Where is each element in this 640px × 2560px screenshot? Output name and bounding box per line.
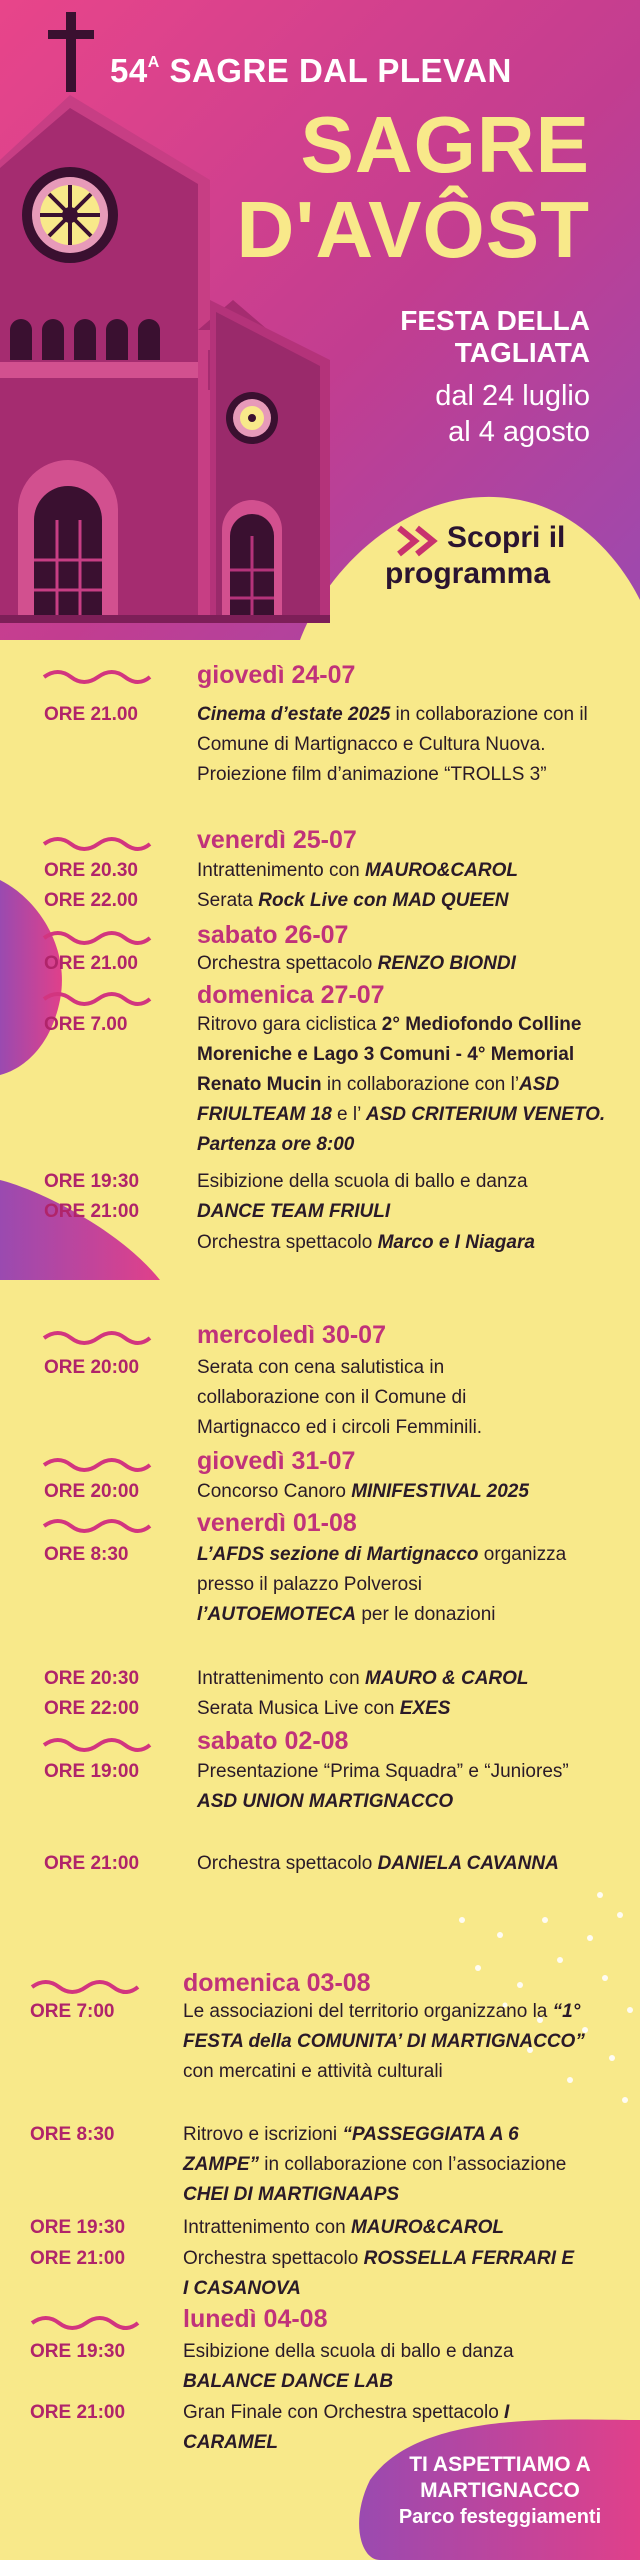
dates-line-2: al 4 agosto [448, 416, 590, 448]
event-description [197, 1477, 617, 1507]
day-heading: sabato 02-08 [197, 1727, 349, 1755]
event-text: Orchestra spettacolo [197, 1853, 378, 1874]
event-description [197, 1664, 617, 1694]
day-heading: mercoledì 30-07 [197, 1321, 386, 1349]
event-text: Intrattenimento con [197, 860, 365, 881]
wave-decoration [30, 2311, 140, 2331]
festa-line-2: TAGLIATA [454, 337, 590, 368]
event-description [197, 1694, 617, 1724]
event-time: ORE 7.00 [44, 1014, 128, 1035]
event-text: Ritrovo e iscrizioni [183, 2124, 343, 2145]
festa-line-1: FESTA DELLA [400, 305, 590, 336]
event-highlight: “PASSEGGIATA A 6 ZAMPE” [183, 2124, 519, 2175]
event-text: Ritrovo gara ciclistica [197, 1014, 382, 1035]
event-description: Esibizione della scuola di ballo e danza [197, 1171, 528, 1192]
title-line-1: SAGRE [300, 100, 590, 189]
title-line-2: D'AVÔST [236, 185, 590, 274]
edition-text: SAGRE DAL PLEVAN [169, 52, 512, 89]
event-text: organizza presso il palazzo Polverosi [197, 1544, 567, 1595]
wave-decoration [42, 987, 152, 1007]
day-heading: venerdì 01-08 [197, 1509, 357, 1537]
event-highlight: Rock Live con MAD QUEEN [258, 890, 509, 911]
event-description [183, 2337, 593, 2397]
event-time: ORE 21.00 [44, 953, 138, 974]
event-description [197, 1228, 617, 1258]
event-time: ORE 20:30 [44, 1668, 140, 1689]
event-description [197, 1849, 617, 1879]
event-text: Gran Finale con Orchestra spettacolo [183, 2402, 505, 2423]
event-text: e l’ [331, 1104, 366, 1125]
event-time: ORE 19:30 [30, 2341, 126, 2362]
event-time: ORE 19:30 [44, 1171, 140, 1192]
event-text: Esibizione della scuola di ballo e danza [183, 2341, 514, 2362]
event-description [197, 1540, 577, 1630]
event-description [183, 2398, 593, 2458]
wave-decoration [42, 926, 152, 946]
double-chevron-right-icon [395, 524, 453, 558]
event-highlight: ASD UNION MARTIGNACCO [197, 1791, 454, 1812]
cta-line-2: programma [385, 557, 551, 590]
event-text: in collaborazione con l’associazione [259, 2154, 567, 2175]
event-text: Intrattenimento con [183, 2217, 351, 2238]
event-highlight: I CARAMEL [183, 2402, 510, 2453]
event-highlight: “1° FESTA della COMUNITA’ DI MARTIGNACCO” [183, 2001, 585, 2052]
event-time: ORE 22.00 [44, 890, 138, 911]
footer-message [370, 2452, 630, 2530]
event-text: con mercatini e attività culturali [183, 2061, 443, 2082]
footer-location: Parco festeggiamenti [398, 2506, 602, 2528]
footer-line-1: TI ASPETTIAMO A [409, 2453, 591, 2476]
event-time: ORE 21:00 [30, 2248, 126, 2269]
event-description [183, 2120, 593, 2210]
event-highlight: MAURO & CAROL [364, 1668, 529, 1689]
event-highlight: EXES [399, 1698, 451, 1719]
event-highlight: MAURO&CAROL [364, 860, 518, 881]
event-description: Serata con cena salutistica in collaborazione con il Comune di Martignacco ed i circoli Femminili. [197, 1357, 483, 1438]
event-highlight: ROSSELLA FERRARI E I CASANOVA [183, 2248, 575, 2299]
event-description [197, 1757, 577, 1817]
event-time: ORE 19:30 [30, 2217, 126, 2238]
wave-decoration [42, 1514, 152, 1534]
wave-decoration [42, 1453, 152, 1473]
event-text: Orchestra spettacolo [197, 953, 378, 974]
event-time: ORE 19:00 [44, 1761, 140, 1782]
event-description [197, 1197, 617, 1227]
event-time: ORE 8:30 [44, 1544, 129, 1565]
wave-decoration [42, 1326, 152, 1346]
cta-line-1: Scopri il [447, 521, 566, 554]
event-highlight: DANIELA CAVANNA [377, 1853, 559, 1874]
event-time: ORE 20:00 [44, 1357, 140, 1378]
wave-decoration [42, 665, 152, 685]
event-highlight: MAURO&CAROL [350, 2217, 504, 2238]
wave-decoration [42, 1733, 152, 1753]
event-highlight: RENZO BIONDI [377, 953, 516, 974]
event-highlight: Marco e I Niagara [377, 1232, 535, 1253]
day-heading: lunedì 04-08 [183, 2305, 328, 2333]
event-text: Le associazioni del territorio organizzano la [183, 2001, 553, 2022]
event-highlight: 2° Mediofondo Colline Moreniche e Lago 3 Comuni - 4° Memorial Renato Mucin [197, 1014, 582, 1095]
event-highlight: ASD FRIULTEAM 18 [197, 1074, 560, 1125]
festa-subtitle [400, 305, 590, 369]
event-time: ORE 20:00 [44, 1481, 140, 1502]
event-highlight: CHEI DI MARTIGNAAPS [183, 2184, 400, 2205]
event-description [183, 2213, 593, 2243]
event-text: Intrattenimento con [197, 1668, 365, 1689]
event-text: in collaborazione con l’ [321, 1074, 520, 1095]
dates-line-1: dal 24 luglio [435, 380, 590, 412]
event-description [197, 886, 617, 916]
event-time: ORE 21:00 [30, 2402, 126, 2423]
day-heading: domenica 03-08 [183, 1969, 371, 1997]
event-text: Concorso Canoro [197, 1481, 352, 1502]
event-description [197, 1010, 617, 1160]
event-time: ORE 21.00 [44, 704, 138, 725]
event-time: ORE 22:00 [44, 1698, 140, 1719]
event-highlight: BALANCE DANCE LAB [183, 2371, 394, 2392]
event-highlight: MINIFESTIVAL 2025 [351, 1481, 529, 1502]
event-text: in collaborazione con il Comune di Martignacco e Cultura Nuova. Proiezione film d’animazione “TROLLS 3” [197, 704, 588, 785]
event-description [197, 856, 617, 886]
event-highlight: DANCE TEAM FRIULI [197, 1201, 391, 1222]
footer-line-2: MARTIGNACCO [420, 2479, 580, 2502]
event-text: Serata Musica Live con [197, 1698, 400, 1719]
event-description [183, 1997, 593, 2087]
event-description [197, 700, 617, 790]
event-text: Orchestra spettacolo [197, 1232, 378, 1253]
edition-superscript: A [147, 54, 160, 71]
event-text: Serata [197, 890, 259, 911]
event-text: Presentazione “Prima Squadra” e “Juniores” [197, 1761, 569, 1782]
day-heading: giovedì 31-07 [197, 1447, 356, 1475]
day-heading: giovedì 24-07 [197, 661, 356, 689]
event-time: ORE 20.30 [44, 860, 138, 881]
event-time: ORE 7:00 [30, 2001, 115, 2022]
edition-heading [110, 52, 512, 90]
event-highlight: ASD CRITERIUM VENETO. Partenza ore 8:00 [197, 1104, 606, 1155]
event-text: Orchestra spettacolo [183, 2248, 364, 2269]
date-range [435, 378, 590, 450]
event-highlight: l’AUTOEMOTECA [197, 1604, 357, 1625]
event-time: ORE 21:00 [44, 1201, 140, 1222]
event-time: ORE 21:00 [44, 1853, 140, 1874]
event-highlight: L’AFDS sezione di Martignacco [197, 1544, 479, 1565]
event-description [183, 2244, 583, 2304]
event-description [197, 949, 617, 979]
event-highlight: Cinema d’estate 2025 [197, 704, 391, 725]
event-text: per le donazioni [356, 1604, 496, 1625]
day-heading: domenica 27-07 [197, 981, 385, 1009]
day-heading: venerdì 25-07 [197, 826, 357, 854]
day-heading: sabato 26-07 [197, 921, 349, 949]
wave-decoration [42, 832, 152, 852]
edition-number: 54 [110, 52, 148, 89]
event-time: ORE 8:30 [30, 2124, 115, 2145]
wave-decoration [30, 1975, 140, 1995]
